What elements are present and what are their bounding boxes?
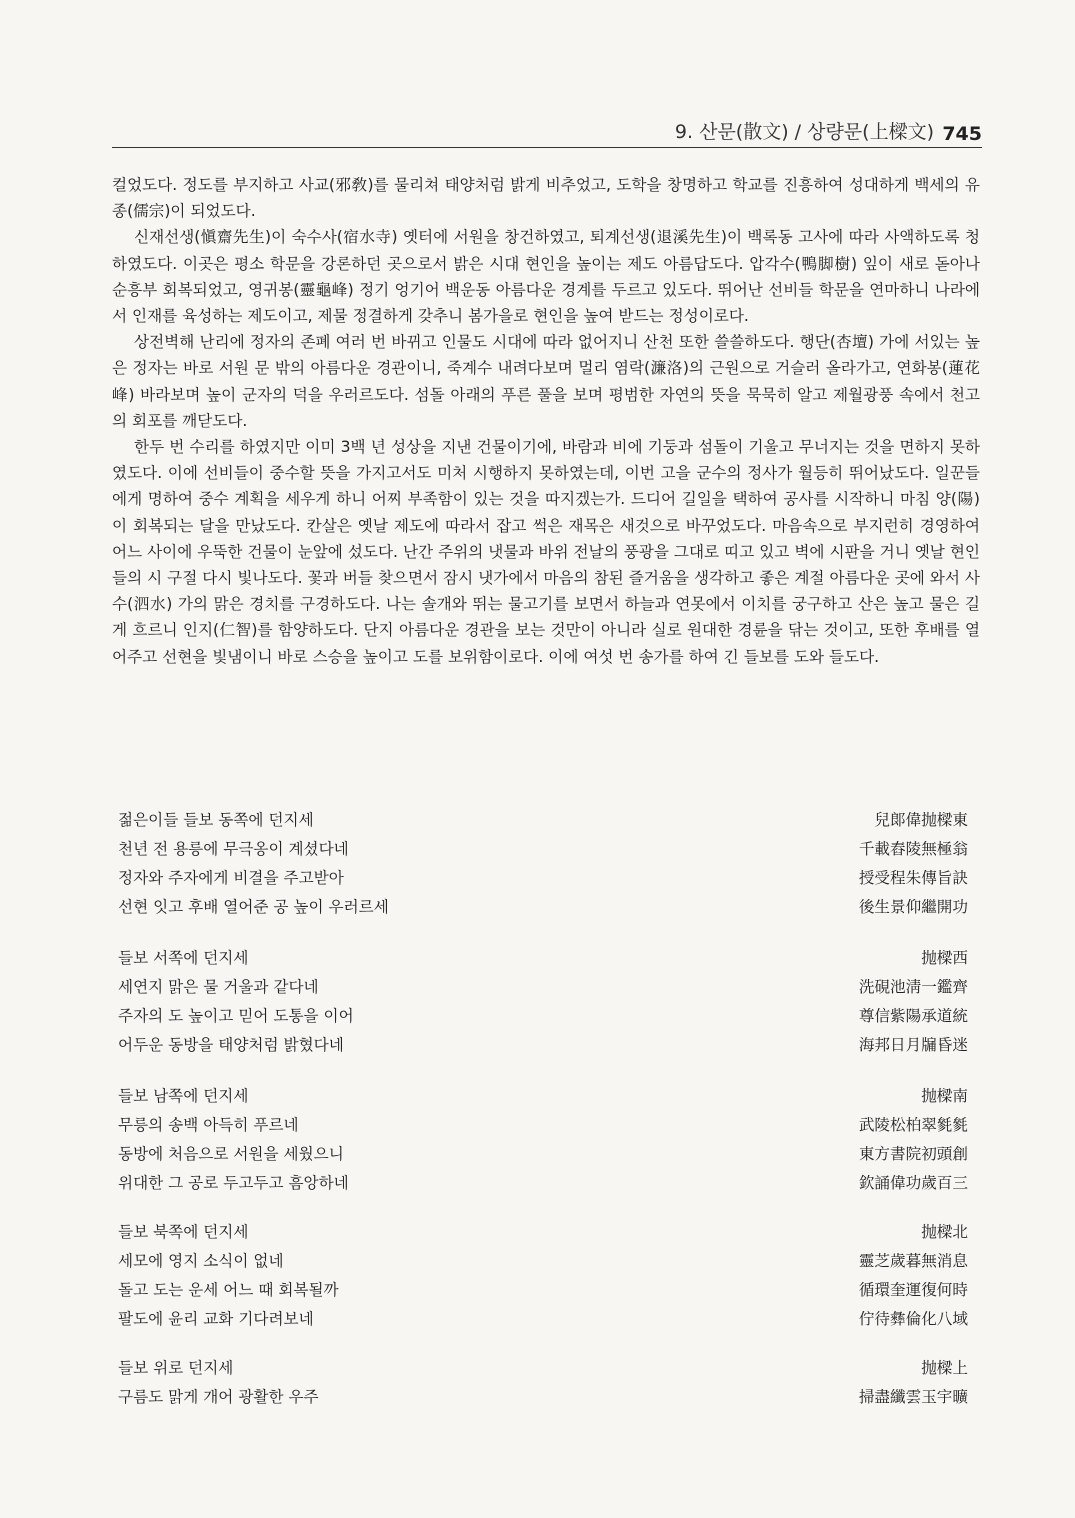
hanja-verse: 兒郞偉抛樑東 xyxy=(874,811,968,829)
verse-line xyxy=(118,864,968,893)
korean-verse: 구름도 맑게 개어 광활한 우주 xyxy=(118,1388,319,1406)
korean-verse: 젊은이들 들보 동쪽에 던지세 xyxy=(118,811,314,829)
hanja-verse: 尊信紫陽承道統 xyxy=(858,1007,968,1025)
hanja-verse: 抛樑北 xyxy=(921,1223,968,1241)
verse-stanza-up xyxy=(118,1354,968,1412)
verse-line xyxy=(118,806,968,835)
verse-line xyxy=(118,893,968,922)
verse-line xyxy=(118,1031,968,1060)
korean-verse: 세모에 영지 소식이 없네 xyxy=(118,1252,284,1270)
hanja-verse: 佇待彝倫化八域 xyxy=(858,1310,968,1328)
verse-line xyxy=(118,1305,968,1334)
verse-stanza-east xyxy=(118,806,968,922)
verse-line xyxy=(118,1140,968,1169)
running-head: 9. 산문(散文) / 상량문(上樑文) xyxy=(674,121,934,143)
verse-line xyxy=(118,1276,968,1305)
hanja-verse: 掃盡纖雲玉宇曠 xyxy=(858,1388,968,1406)
korean-verse: 들보 북쪽에 던지세 xyxy=(118,1223,249,1241)
hanja-verse: 欽誦偉功歲百三 xyxy=(858,1174,968,1192)
hanja-verse: 海邦日月牖昏迷 xyxy=(858,1036,968,1054)
hanja-verse: 後生景仰繼開功 xyxy=(858,898,968,916)
verse-line xyxy=(118,1002,968,1031)
paragraph: 신재선생(愼齋先生)이 숙수사(宿水寺) 옛터에 서원을 창건하였고, 퇴계선생(退溪先生)이 백록동 고사에 따라 사액하도록 청하였도다. 이곳은 평소 학문을 강론하던 곳으로서 밝은 시대 현인을 높이는 제도 아름답도다. 압각수(鴨脚樹) 잎이 새로 돋아나 순흥부 회복되었고, 영귀봉(靈龜峰) 정기 엉기어 백운동 아름다운 경계를 두르고 있도다. 뛰어난 선비들 학문을 연마하니 나라에서 인재를 육성하는 제도이고, 제물 정결하게 갖추니 봄가을로 현인을 높여 받드는 정성이로다. xyxy=(112,228,980,326)
korean-verse: 동방에 처음으로 서원을 세웠으니 xyxy=(118,1145,344,1163)
korean-verse: 천년 전 용릉에 무극옹이 계셨다네 xyxy=(118,840,349,858)
verse-stanza-west xyxy=(118,944,968,1060)
korean-verse: 정자와 주자에게 비결을 주고받아 xyxy=(118,869,344,887)
hanja-verse: 循環奎運復何時 xyxy=(858,1281,968,1299)
body-text xyxy=(112,172,980,670)
korean-verse: 위대한 그 공로 두고두고 흠앙하네 xyxy=(118,1174,349,1192)
hanja-verse: 抛樑西 xyxy=(921,949,968,967)
hanja-verse: 抛樑上 xyxy=(921,1359,968,1377)
paragraph: 상전벽해 난리에 정자의 존폐 여러 번 바뀌고 인물도 시대에 따라 없어지니 산천 또한 쓸쓸하도다. 행단(杏壇) 가에 서있는 높은 정자는 바로 서원 문 밖의 아름다운 경관이니, 죽계수 내려다보며 멀리 염락(濂洛)의 근원으로 거슬러 올라가고, 연화봉(蓮花峰) 바라보며 높이 군자의 덕을 우러르도다. 섬돌 아래의 푸른 풀을 보며 평범한 자연의 뜻을 묵묵히 알고 제월광풍 속에서 천고의 회포를 깨닫도다. xyxy=(112,333,980,430)
hanja-verse: 授受程朱傳旨訣 xyxy=(858,869,968,887)
verse-line xyxy=(118,835,968,864)
korean-verse: 무릉의 송백 아득히 푸르네 xyxy=(118,1116,299,1134)
verse-line xyxy=(118,944,968,973)
korean-verse: 세연지 맑은 물 거울과 같다네 xyxy=(118,978,319,996)
korean-verse: 들보 남쪽에 던지세 xyxy=(118,1087,249,1105)
hanja-verse: 洗硯池淸一鑑齊 xyxy=(858,978,968,996)
verse-stanza-north xyxy=(118,1218,968,1334)
verse-line xyxy=(118,1082,968,1111)
paragraph: 한두 번 수리를 하였지만 이미 3백 년 성상을 지낸 건물이기에, 바람과 비에 기둥과 섬돌이 기울고 무너지는 것을 면하지 못하였도다. 이에 선비들이 중수할 뜻을 가지고서도 미처 시행하지 못하였는데, 이번 고을 군수의 정사가 월등히 뛰어났도다. 일꾼들에게 명하여 중수 계획을 세우게 하니 어찌 부족함이 있는 것을 따지겠는가. 드디어 길일을 택하여 공사를 시작하니 마침 양(陽)이 회복되는 달을 만났도다. 칸살은 옛날 제도에 따라서 잡고 썩은 재목은 새것으로 바꾸었도다. 마음속으로 부지런히 경영하여 어느 사이에 우뚝한 건물이 눈앞에 섰도다. 난간 주위의 냇물과 바위 전날의 풍광을 그대로 띠고 있고 벽에 시판을 거니 옛날 현인들의 시 구절 다시 빛나도다. 꽃과 버들 찾으면서 잠시 냇가에서 마음의 참된 즐거움을 생각하고 좋은 계절 아름다운 곳에 와서 사수(泗水) 가의 맑은 경치를 구경하도다. 나는 솔개와 뛰는 물고기를 보면서 하늘과 연못에서 이치를 궁구하고 산은 높고 물은 길게 흐르니 인지(仁智)를 함양하도다. 단지 아름다운 경관을 보는 것만이 아니라 실로 원대한 경륜을 닦는 것이고, 또한 후배를 열어주고 선현을 빛냄이니 바로 스승을 높이고 도를 보위함이로다. 이에 여섯 번 송가를 하여 긴 들보를 도와 들도다. xyxy=(112,438,980,666)
paragraph: 컬었도다. 정도를 부지하고 사교(邪敎)를 물리쳐 태양처럼 밝게 비추었고, 도학을 창명하고 학교를 진흥하여 성대하게 백세의 유종(儒宗)이 되었도다. xyxy=(112,176,980,221)
hanja-verse: 武陵松柏翠毿毿 xyxy=(858,1116,968,1134)
page-header xyxy=(112,114,982,148)
verse-stanza-south xyxy=(118,1082,968,1198)
hanja-verse: 千載舂陵無極翁 xyxy=(858,840,968,858)
verse-line xyxy=(118,1218,968,1247)
korean-verse: 돌고 도는 운세 어느 때 회복될까 xyxy=(118,1281,339,1299)
korean-verse: 선현 잇고 후배 열어준 공 높이 우러르세 xyxy=(118,898,389,916)
verse-line xyxy=(118,1354,968,1383)
verse-line xyxy=(118,1169,968,1198)
korean-verse: 주자의 도 높이고 믿어 도통을 이어 xyxy=(118,1007,354,1025)
verse-line xyxy=(118,973,968,1002)
korean-verse: 들보 위로 던지세 xyxy=(118,1359,234,1377)
korean-verse: 팔도에 윤리 교화 기다려보네 xyxy=(118,1310,314,1328)
korean-verse: 어두운 동방을 태양처럼 밝혔다네 xyxy=(118,1036,344,1054)
korean-verse: 들보 서쪽에 던지세 xyxy=(118,949,249,967)
hanja-verse: 靈芝歲暮無消息 xyxy=(858,1252,968,1270)
verse-line xyxy=(118,1111,968,1140)
verse-line xyxy=(118,1247,968,1276)
header-rule xyxy=(112,147,982,148)
hanja-verse: 東方書院初頭創 xyxy=(858,1145,968,1163)
hanja-verse: 抛樑南 xyxy=(921,1087,968,1105)
verse-line xyxy=(118,1383,968,1412)
page-number: 745 xyxy=(942,123,982,145)
